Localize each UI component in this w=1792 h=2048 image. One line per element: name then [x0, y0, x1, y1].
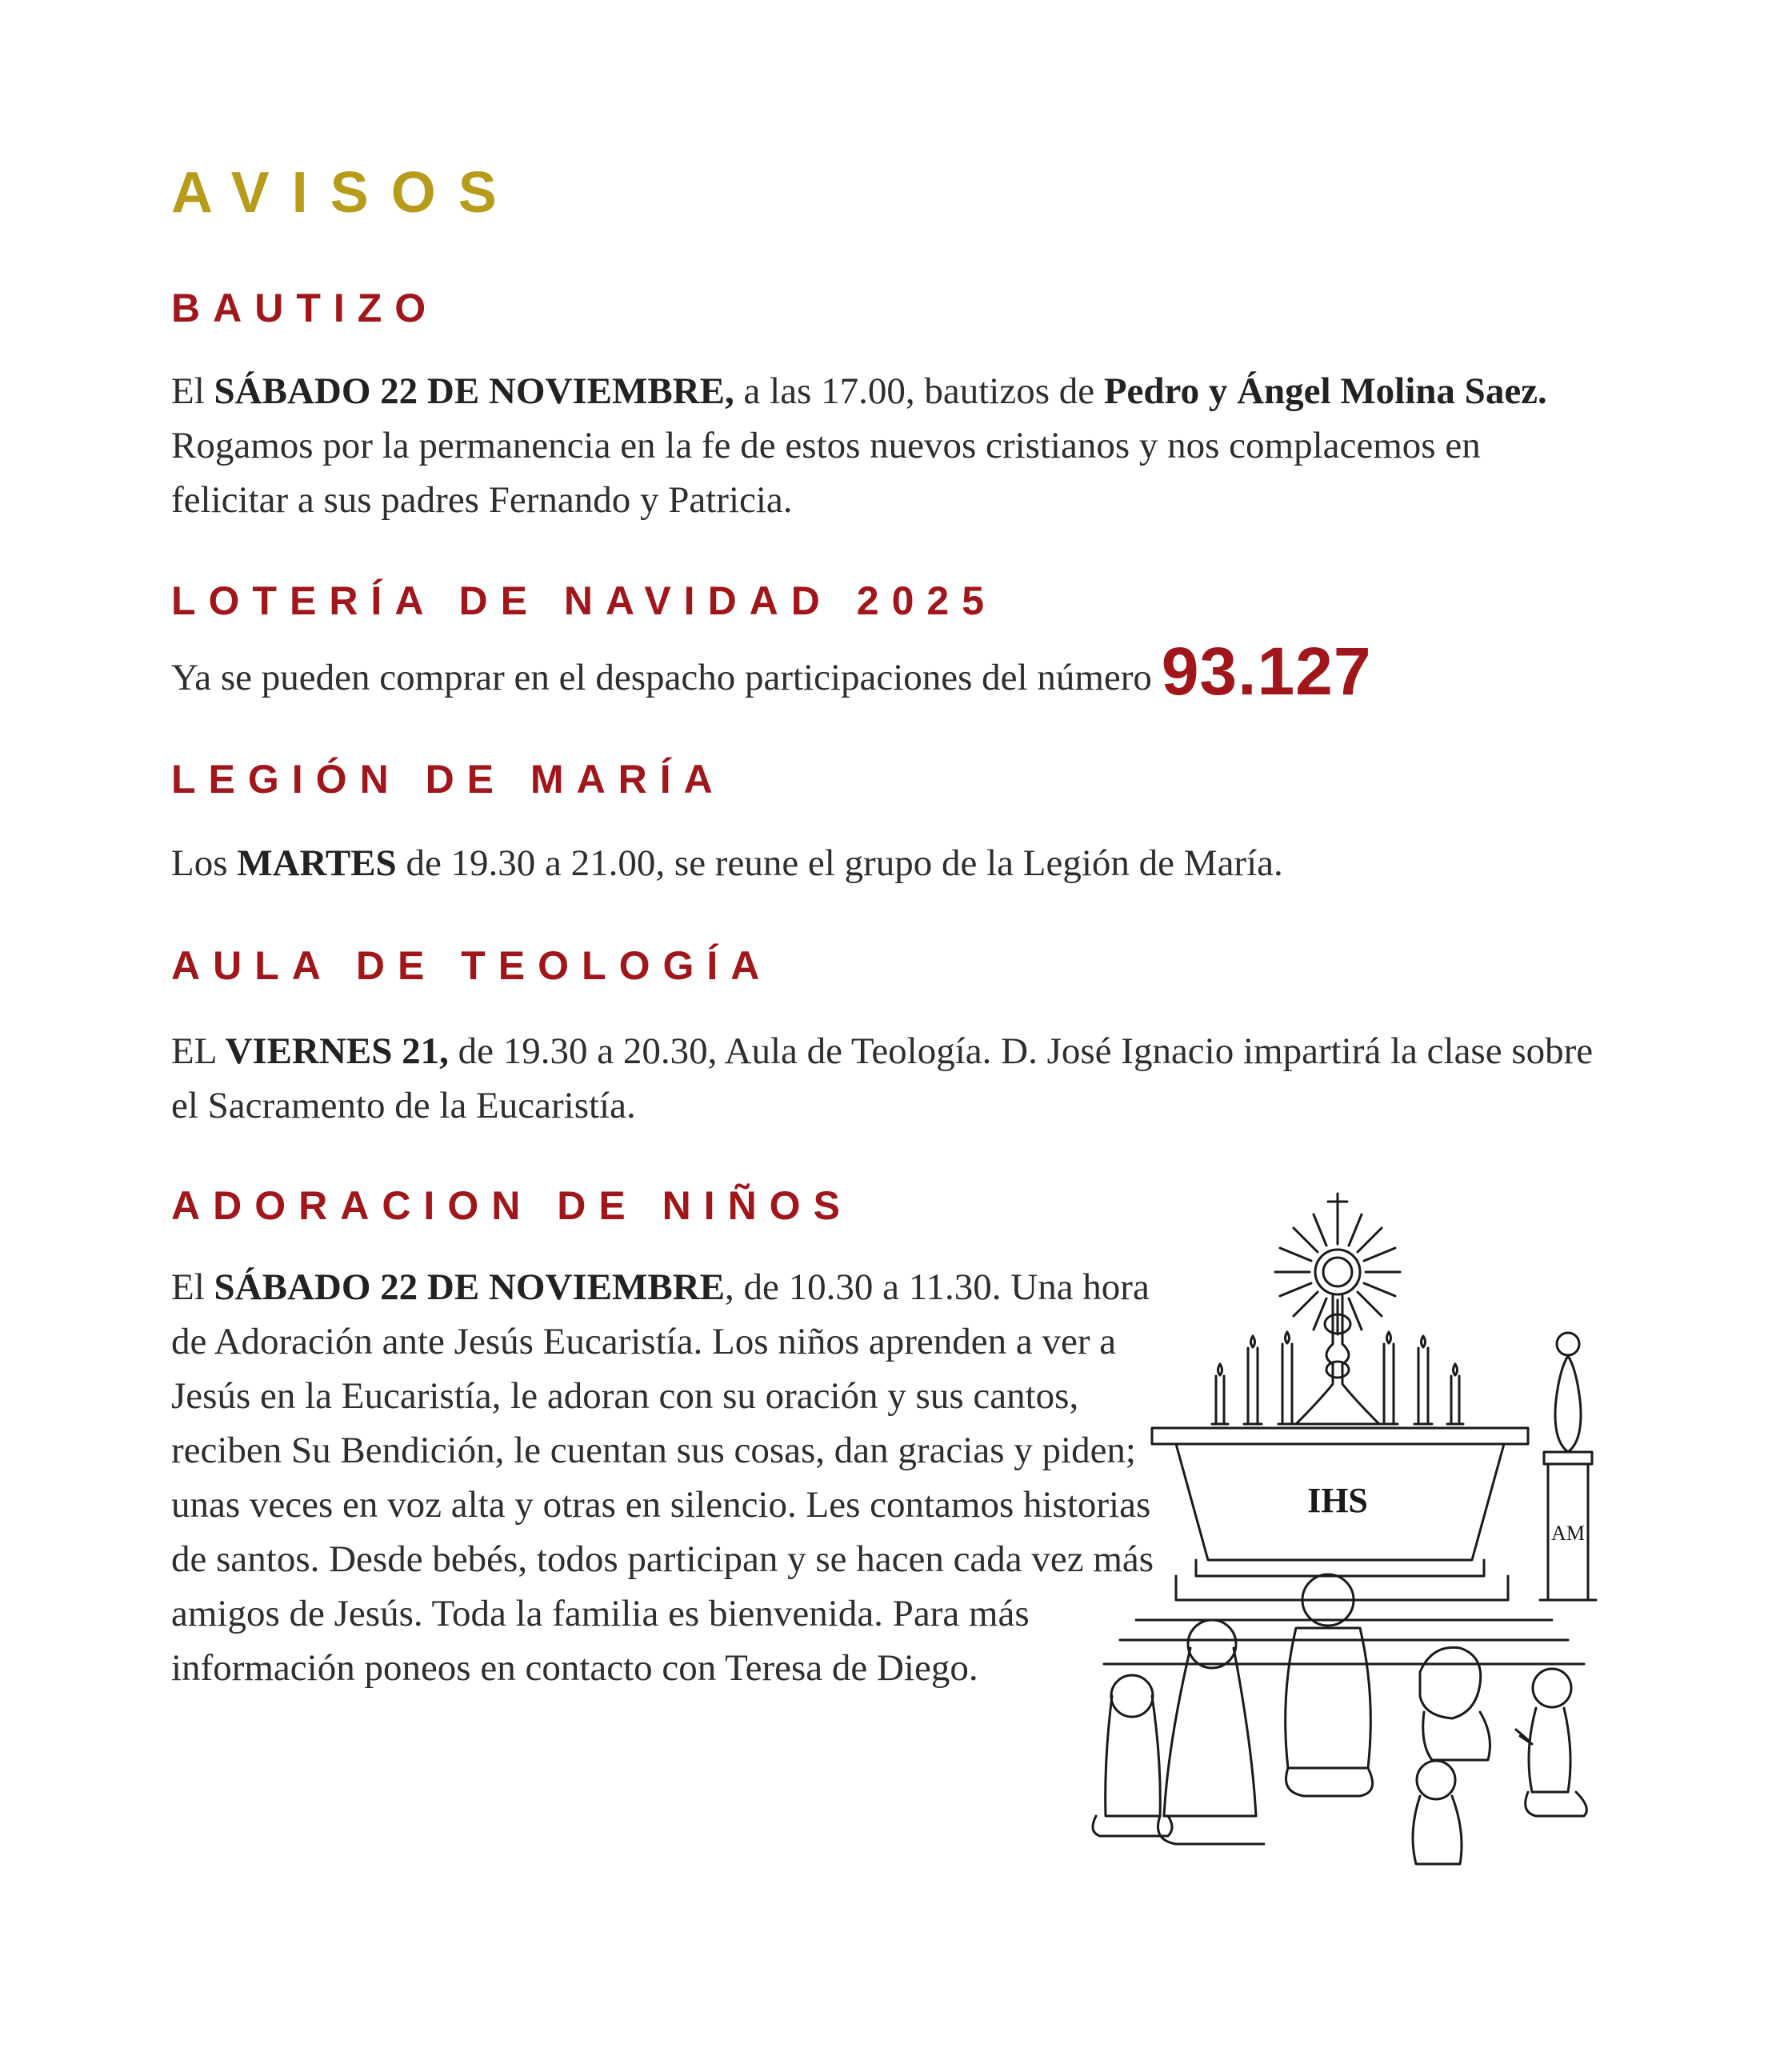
svg-text:IHS: IHS: [1307, 1481, 1368, 1520]
legion-text: Los MARTES de 19.30 a 21.00, se reune el grupo de la Legión de María.: [171, 842, 1283, 884]
aula-heading: AULA DE TEOLOGÍA: [171, 943, 773, 988]
mary-statue-icon: [1540, 1333, 1596, 1600]
monstrance-icon: [1275, 1194, 1400, 1424]
aula-text: EL VIERNES 21, de 19.30 a 20.30, Aula de Teología. D. José Ignacio impartirá la clase sobre el Sacramento de la Eucaristía.: [171, 1030, 1594, 1126]
bautizo-heading: BAUTIZO: [171, 286, 439, 330]
kneeling-children-icon: [1093, 1574, 1586, 1864]
loteria-text: Ya se pueden comprar en el despacho participaciones del número 93.127: [171, 634, 1372, 709]
svg-text:AM: AM: [1551, 1522, 1585, 1545]
page-title: AVISOS: [171, 161, 519, 225]
bautizo-text: El SÁBADO 22 DE NOVIEMBRE, a las 17.00, bautizos de Pedro y Ángel Molina Saez. Rogamos por la permanencia en la fe de estos nuevos cristianos y nos complacemos en felicitar a sus padres Fernando y Patricia.: [171, 370, 1547, 521]
lottery-number: 93.127: [1161, 634, 1372, 709]
adoracion-text: El SÁBADO 22 DE NOVIEMBRE, de 10.30 a 11.30. Una hora de Adoración ante Jesús Eucaristía. Los niños aprenden a ver a Jesús en la Eucaristía, le adoran con su oración y sus cantos, reciben Su Bendición, le cuentan sus cosas, dan gracias y piden; unas veces en voz alta y otras en silencio. Les contamos historias de santos. Desde bebés, todos participan y se hacen cada vez más amigos de Jesús. Toda la familia es bienvenida. Para más información poneos en contacto con Teresa de Diego.: [171, 1266, 1154, 1689]
loteria-heading: LOTERÍA DE NAVIDAD 2025: [171, 578, 998, 623]
legion-heading: LEGIÓN DE MARÍA: [171, 757, 726, 802]
adoracion-heading: ADORACION DE NIÑOS: [171, 1183, 853, 1228]
altar-adoration-illustration: [1056, 1184, 1680, 1888]
